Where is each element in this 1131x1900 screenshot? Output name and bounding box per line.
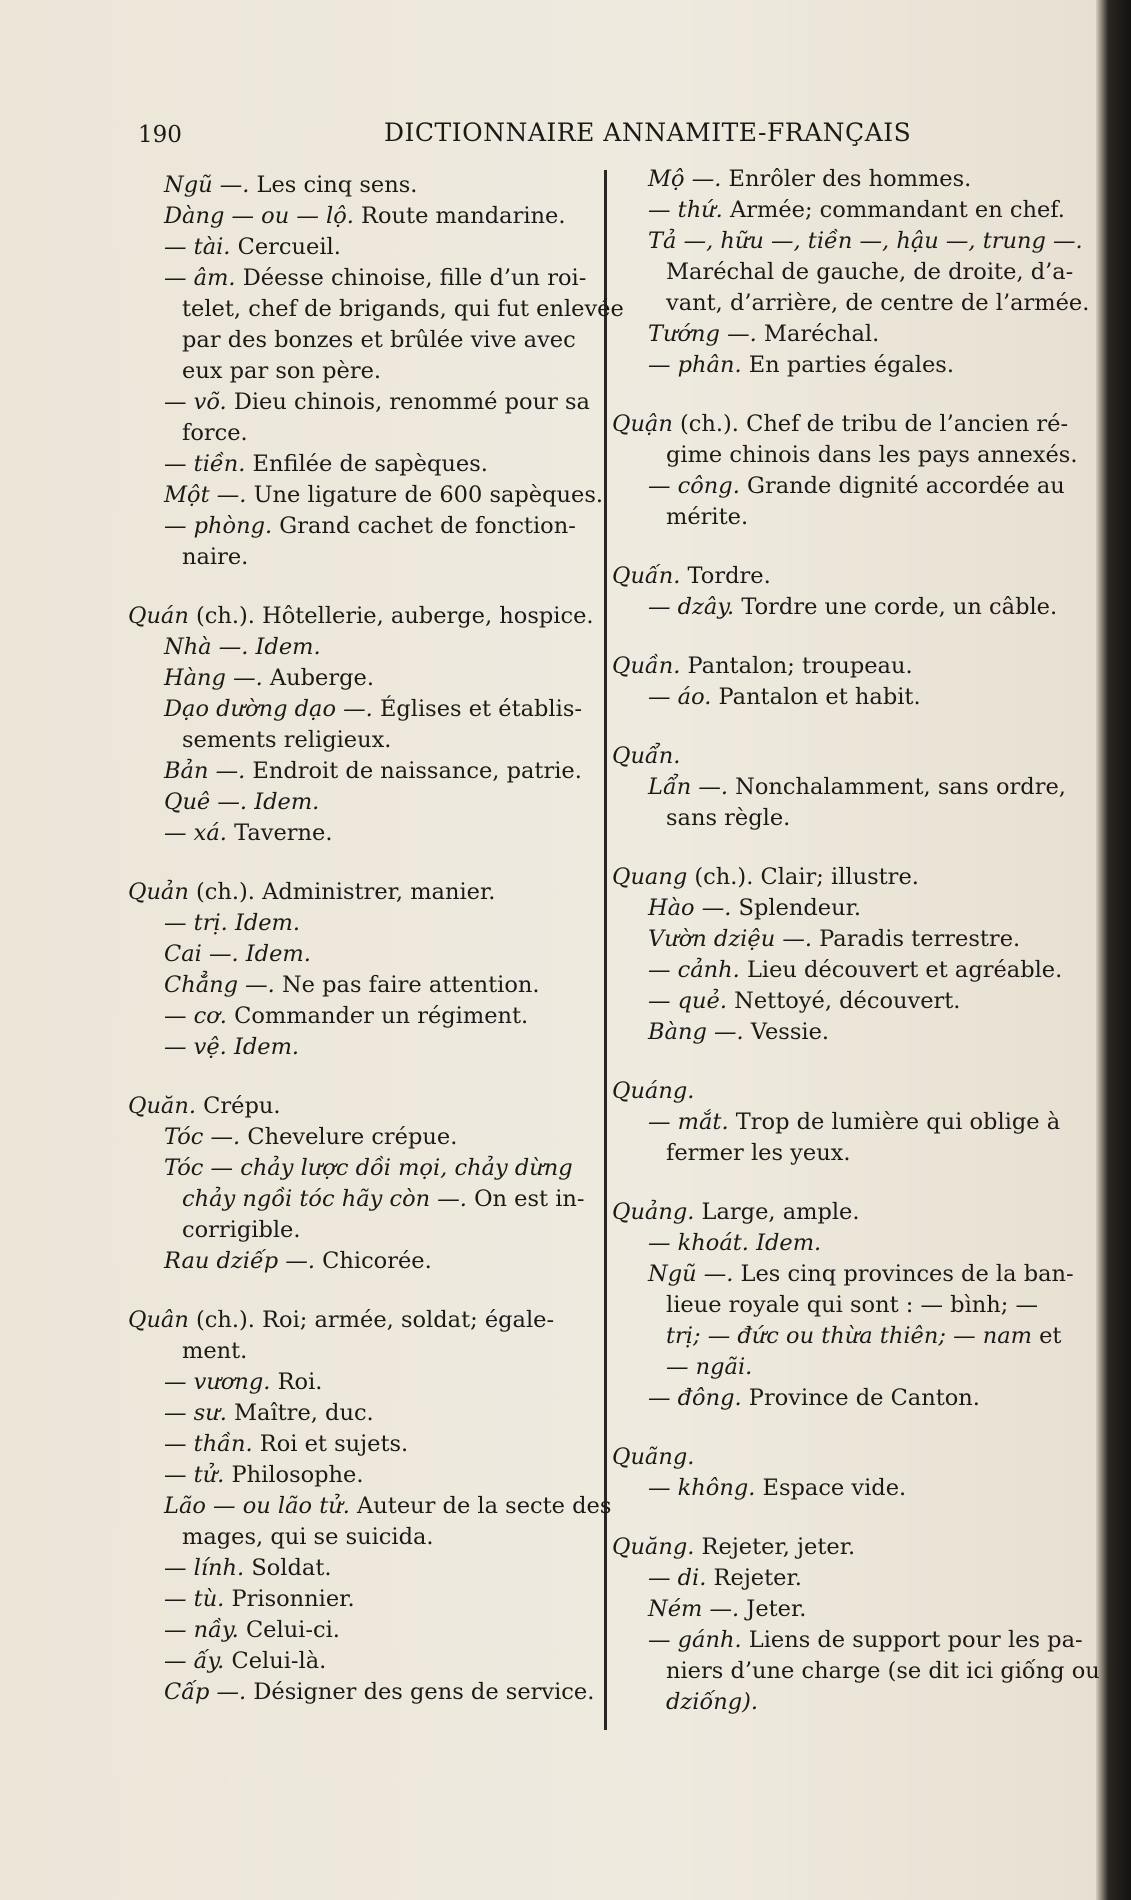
definition-text: Taverne.: [226, 820, 333, 846]
entry-line: [128, 1491, 612, 1522]
dictionary-entry: [612, 862, 1082, 1048]
dictionary-entry: [612, 1532, 1100, 1718]
vietnamese-term: — phòng.: [164, 513, 273, 539]
headword: Quăng.: [612, 1534, 695, 1560]
definition-text: Tordre.: [680, 563, 771, 589]
entry-line: [612, 288, 1090, 319]
definition-text: Grand cachet de fonction-: [272, 513, 576, 539]
definition-text: force.: [182, 420, 248, 446]
entry-line: [612, 772, 1082, 803]
definition-text: Enfilée de sapèques.: [245, 451, 488, 477]
entry-line: [128, 1646, 598, 1677]
running-title: DICTIONNAIRE ANNAMITE-FRANÇAIS: [384, 118, 912, 147]
entry-line: [128, 1677, 598, 1708]
vietnamese-term: — ấy.: [164, 1648, 225, 1674]
dictionary-entry: [612, 1442, 1082, 1504]
vietnamese-term: Lẩn —.: [648, 774, 729, 800]
definition-text: Endroit de naissance, patrie.: [245, 758, 582, 784]
definition-text: (ch.). Clair; illustre.: [687, 864, 919, 890]
entry-line: [612, 955, 1082, 986]
entry-line: [612, 226, 1082, 257]
vietnamese-term: — âm.: [164, 265, 236, 291]
vietnamese-term: chảy ngồi tóc hãy còn —.: [182, 1186, 467, 1212]
left-column: [128, 170, 624, 1736]
entry-line: [128, 1398, 598, 1429]
entry-line: [128, 1615, 598, 1646]
vietnamese-term: — phân.: [648, 352, 742, 378]
entry-line: [612, 502, 1082, 533]
vietnamese-term: Cấp —.: [164, 1679, 247, 1705]
definition-text: Pantalon; troupeau.: [680, 653, 913, 679]
definition-text: Maréchal.: [756, 321, 880, 347]
definition-text: Chevelure crépue.: [240, 1124, 458, 1150]
dictionary-entry: [612, 1076, 1082, 1169]
vietnamese-term: Quê —. Idem.: [164, 789, 320, 815]
dictionary-entry: [612, 1197, 1082, 1414]
definition-text: Splendeur.: [731, 895, 862, 921]
entry-line: [128, 756, 598, 787]
vietnamese-term: Lão — ou lão tử.: [164, 1493, 350, 1519]
entry-headword-line: [612, 1532, 1082, 1563]
entry-line: [128, 1367, 598, 1398]
entry-line: [128, 387, 598, 418]
vietnamese-term: Rau dziếp —.: [164, 1248, 316, 1274]
dictionary-entry: [128, 1091, 598, 1277]
vietnamese-term: Hàng —.: [164, 665, 263, 691]
entry-line: [128, 480, 604, 511]
definition-text: mages, qui se suicida.: [182, 1524, 434, 1550]
page-number: 190: [138, 122, 182, 148]
entry-line: [128, 1001, 598, 1032]
vietnamese-term: dziống).: [666, 1689, 759, 1715]
vietnamese-term: Tóc —.: [164, 1124, 241, 1150]
vietnamese-term: — sư.: [164, 1400, 227, 1426]
headword: Quán: [128, 603, 189, 629]
definition-text: Vessie.: [743, 1019, 830, 1045]
entry-line: [128, 1522, 598, 1553]
entry-line: [128, 1336, 598, 1367]
vietnamese-term: — tài.: [164, 234, 231, 260]
vietnamese-term: — nầy.: [164, 1617, 239, 1643]
definition-text: naire.: [182, 544, 249, 570]
entry-line: [612, 1228, 1082, 1259]
entry-line: [128, 1429, 598, 1460]
vietnamese-term: Ngũ —.: [164, 172, 250, 198]
vietnamese-term: — thứ.: [648, 197, 723, 223]
entry-line: [128, 908, 598, 939]
definition-text: Soldat.: [244, 1555, 332, 1581]
entry-headword-line: [128, 1305, 598, 1336]
entry-line: [128, 325, 598, 356]
headword: Quận: [612, 411, 673, 437]
definition-text: Cercueil.: [230, 234, 341, 260]
definition-text: Pantalon et habit.: [711, 684, 921, 710]
entry-line: [612, 1352, 1082, 1383]
vietnamese-term: Cai —. Idem.: [164, 941, 311, 967]
definition-text: Prisonnier.: [224, 1586, 355, 1612]
entry-line: [128, 1460, 598, 1491]
definition-text: vant, d’arrière, de centre de l’armée.: [666, 290, 1090, 316]
definition-text: En parties égales.: [741, 352, 954, 378]
definition-text: Crépu.: [196, 1093, 281, 1119]
vietnamese-term: Tóc — chảy lược dồi mọi, chảy dừng: [164, 1155, 573, 1181]
dictionary-entry: [612, 164, 1090, 381]
definition-text: Celui-ci.: [238, 1617, 340, 1643]
vietnamese-term: — võ.: [164, 389, 227, 415]
entry-line: [128, 787, 598, 818]
entry-line: [612, 319, 1082, 350]
entry-line: [612, 195, 1082, 226]
entry-line: [612, 1383, 1082, 1414]
definition-text: Les cinq provinces de la ban-: [733, 1261, 1074, 1287]
definition-text: Enrôler des hommes.: [721, 166, 972, 192]
vietnamese-term: Hào —.: [648, 895, 732, 921]
dictionary-entry: [612, 741, 1082, 834]
entry-line: [128, 201, 598, 232]
definition-text: gime chinois dans les pays annexés.: [666, 442, 1078, 468]
definition-text: Roi.: [270, 1369, 323, 1395]
dictionary-entry: [612, 651, 1082, 713]
vietnamese-term: Ném —.: [648, 1596, 740, 1622]
vietnamese-term: — cảnh.: [648, 957, 740, 983]
definition-text: Tordre une corde, un câble.: [734, 594, 1058, 620]
entry-headword-line: [612, 1442, 1082, 1473]
definition-text: Trop de lumière qui oblige à: [728, 1109, 1061, 1135]
entry-line: [612, 1138, 1082, 1169]
entry-line: [128, 939, 598, 970]
vietnamese-term: — đông.: [648, 1385, 742, 1411]
vietnamese-term: — tiền.: [164, 451, 246, 477]
headword: Quân: [128, 1307, 189, 1333]
dictionary-entry: [612, 561, 1082, 623]
definition-text: Auberge.: [262, 665, 374, 691]
entry-line: [128, 1153, 598, 1184]
definition-text: eux par son père.: [182, 358, 382, 384]
entry-headword-line: [612, 862, 1082, 893]
entry-line: [612, 1290, 1082, 1321]
vietnamese-term: Nhà —. Idem.: [164, 634, 321, 660]
vietnamese-term: Dạo dường dạo —.: [164, 696, 373, 722]
headword: Quảng.: [612, 1199, 695, 1225]
entry-line: [612, 1473, 1082, 1504]
entry-line: [612, 924, 1082, 955]
entry-line: [612, 1563, 1082, 1594]
entry-line: [128, 818, 598, 849]
vietnamese-term: — di.: [648, 1565, 707, 1591]
definition-text: Déesse chinoise, fille d’un roi-: [235, 265, 587, 291]
entry-line: [128, 449, 598, 480]
definition-text: Nettoyé, découvert.: [727, 988, 961, 1014]
entry-headword-line: [612, 1197, 1082, 1228]
entry-line: [128, 663, 598, 694]
definition-text: Rejeter, jeter.: [694, 1534, 856, 1560]
entry-line: [612, 1017, 1082, 1048]
entry-line: [612, 1321, 1082, 1352]
entry-headword-line: [128, 877, 598, 908]
definition-text: ment.: [182, 1338, 248, 1364]
entry-line: [612, 682, 1082, 713]
vietnamese-term: — gánh.: [648, 1627, 742, 1653]
dictionary-entry: [128, 1305, 612, 1708]
vietnamese-term: — ngãi.: [666, 1354, 753, 1380]
entry-line: [128, 263, 598, 294]
entry-headword-line: [612, 409, 1082, 440]
vietnamese-term: — không.: [648, 1475, 756, 1501]
vietnamese-term: Dàng — ou — lộ.: [164, 203, 354, 229]
entry-line: [128, 694, 598, 725]
definition-text: (ch.). Roi; armée, soldat; égale-: [188, 1307, 555, 1333]
vietnamese-term: — lính.: [164, 1555, 245, 1581]
vietnamese-term: Vườn dziệu —.: [648, 926, 812, 952]
vietnamese-term: — cơ.: [164, 1003, 227, 1029]
definition-text: (ch.). Administrer, manier.: [188, 879, 496, 905]
definition-text: sements religieux.: [182, 727, 392, 753]
entry-line: [128, 725, 598, 756]
next-page-edge: [1096, 0, 1131, 1900]
definition-text: lieue royale qui sont : — bình; —: [666, 1292, 1038, 1318]
vietnamese-term: Tả —, hữu —, tiền —, hậu —, trung —.: [648, 228, 1083, 254]
entry-line: [128, 1553, 598, 1584]
headword: Quang: [612, 864, 688, 890]
entry-line: [128, 1122, 598, 1153]
definition-text: Chicorée.: [315, 1248, 432, 1274]
entry-line: [612, 164, 1082, 195]
dictionary-entry: [128, 877, 598, 1063]
entry-headword-line: [612, 651, 1082, 682]
entry-line: [612, 1656, 1100, 1687]
entry-headword-line: [128, 601, 598, 632]
entry-line: [128, 294, 624, 325]
definition-text: Maître, duc.: [226, 1400, 374, 1426]
entry-line: [128, 1184, 598, 1215]
dictionary-entry: [128, 601, 598, 849]
entry-headword-line: [612, 1076, 1082, 1107]
vietnamese-term: — mắt.: [648, 1109, 729, 1135]
entry-line: [128, 232, 598, 263]
vietnamese-term: trị; — đức ou thừa thiên; — nam: [666, 1323, 1032, 1349]
definition-text: Auteur de la secte des: [349, 1493, 612, 1519]
definition-text: Églises et établis-: [372, 696, 582, 722]
entry-headword-line: [612, 561, 1082, 592]
definition-text: Dieu chinois, renommé pour sa: [226, 389, 590, 415]
dictionary-entry: [128, 170, 624, 573]
page-header: [138, 114, 1088, 154]
headword: Quãng.: [612, 1444, 695, 1470]
definition-text: Philosophe.: [224, 1462, 364, 1488]
entry-line: [128, 511, 598, 542]
definition-text: Roi et sujets.: [252, 1431, 409, 1457]
vietnamese-term: — xá.: [164, 820, 227, 846]
vietnamese-term: Một —.: [164, 482, 247, 508]
definition-text: Celui-là.: [224, 1648, 327, 1674]
entry-line: [128, 356, 598, 387]
definition-text: Une ligature de 600 sapèques.: [246, 482, 604, 508]
vietnamese-term: — trị. Idem.: [164, 910, 301, 936]
definition-text: corrigible.: [182, 1217, 301, 1243]
entry-line: [612, 986, 1082, 1017]
definition-text: Jeter.: [739, 1596, 807, 1622]
vietnamese-term: Bàng —.: [648, 1019, 744, 1045]
entry-line: [128, 1584, 598, 1615]
vietnamese-term: Mộ —.: [648, 166, 722, 192]
entry-line: [612, 893, 1082, 924]
definition-text: Liens de support pour les pa-: [741, 1627, 1083, 1653]
entry-line: [612, 440, 1082, 471]
entry-line: [128, 1032, 598, 1063]
entry-line: [612, 257, 1082, 288]
entry-headword-line: [612, 741, 1082, 772]
definition-text: Nonchalamment, sans ordre,: [728, 774, 1066, 800]
definition-text: Commander un régiment.: [226, 1003, 529, 1029]
definition-text: (ch.). Hôtellerie, auberge, hospice.: [188, 603, 594, 629]
vietnamese-term: Bản —.: [164, 758, 246, 784]
vietnamese-term: — vương.: [164, 1369, 271, 1395]
definition-text: telet, chef de brigands, qui fut enlevée: [182, 296, 624, 322]
vietnamese-term: — tử.: [164, 1462, 225, 1488]
definition-text: (ch.). Chef de tribu de l’ancien ré-: [672, 411, 1069, 437]
definition-text: Rejeter.: [706, 1565, 802, 1591]
headword: Quẩn.: [612, 743, 681, 769]
definition-text: par des bonzes et brûlée vive avec: [182, 327, 576, 353]
vietnamese-term: Ngũ —.: [648, 1261, 734, 1287]
definition-text: Province de Canton.: [741, 1385, 980, 1411]
dictionary-entry: [612, 409, 1082, 533]
entry-line: [128, 1215, 598, 1246]
entry-line: [128, 970, 598, 1001]
definition-text: Grande dignité accordée au: [739, 473, 1065, 499]
definition-text: Paradis terrestre.: [812, 926, 1021, 952]
definition-text: Route mandarine.: [353, 203, 566, 229]
vietnamese-term: — quẻ.: [648, 988, 728, 1014]
entry-line: [128, 418, 598, 449]
vietnamese-term: Tướng —.: [648, 321, 757, 347]
entry-line: [612, 592, 1082, 623]
headword: Quấn.: [612, 563, 681, 589]
definition-text: Lieu découvert et agréable.: [739, 957, 1063, 983]
definition-text: sans règle.: [666, 805, 791, 831]
vietnamese-term: — công.: [648, 473, 740, 499]
vietnamese-term: — dzây.: [648, 594, 735, 620]
definition-text: Large, ample.: [694, 1199, 860, 1225]
entry-line: [128, 1246, 598, 1277]
headword: Quáng.: [612, 1078, 695, 1104]
entry-line: [612, 1625, 1082, 1656]
definition-text: Les cinq sens.: [249, 172, 418, 198]
definition-text: On est in-: [466, 1186, 585, 1212]
definition-text: niers d’une charge (se dit ici giống ou: [666, 1658, 1100, 1684]
definition-text: fermer les yeux.: [666, 1140, 851, 1166]
entry-headword-line: [128, 1091, 598, 1122]
definition-text: Espace vide.: [755, 1475, 907, 1501]
right-column: [612, 164, 1100, 1746]
headword: Quản: [128, 879, 189, 905]
vietnamese-term: — vệ. Idem.: [164, 1034, 300, 1060]
vietnamese-term: — thần.: [164, 1431, 253, 1457]
vietnamese-term: Chẳng —.: [164, 972, 275, 998]
definition-text: Maréchal de gauche, de droite, d’a-: [666, 259, 1074, 285]
headword: Quăn.: [128, 1093, 196, 1119]
definition-text: Ne pas faire attention.: [274, 972, 540, 998]
entry-line: [612, 1259, 1082, 1290]
vietnamese-term: — áo.: [648, 684, 712, 710]
entry-line: [612, 1687, 1082, 1718]
definition-text: et: [1031, 1323, 1062, 1349]
entry-line: [128, 632, 598, 663]
headword: Quần.: [612, 653, 681, 679]
entry-line: [128, 170, 598, 201]
definition-text: Armée; commandant en chef.: [722, 197, 1065, 223]
vietnamese-term: — tù.: [164, 1586, 225, 1612]
entry-line: [612, 803, 1082, 834]
definition-text: Désigner des gens de service.: [246, 1679, 595, 1705]
entry-line: [612, 471, 1082, 502]
definition-text: mérite.: [666, 504, 749, 530]
entry-line: [612, 1594, 1082, 1625]
entry-line: [128, 542, 598, 573]
vietnamese-term: — khoát. Idem.: [648, 1230, 822, 1256]
entry-line: [612, 350, 1082, 381]
entry-line: [612, 1107, 1082, 1138]
